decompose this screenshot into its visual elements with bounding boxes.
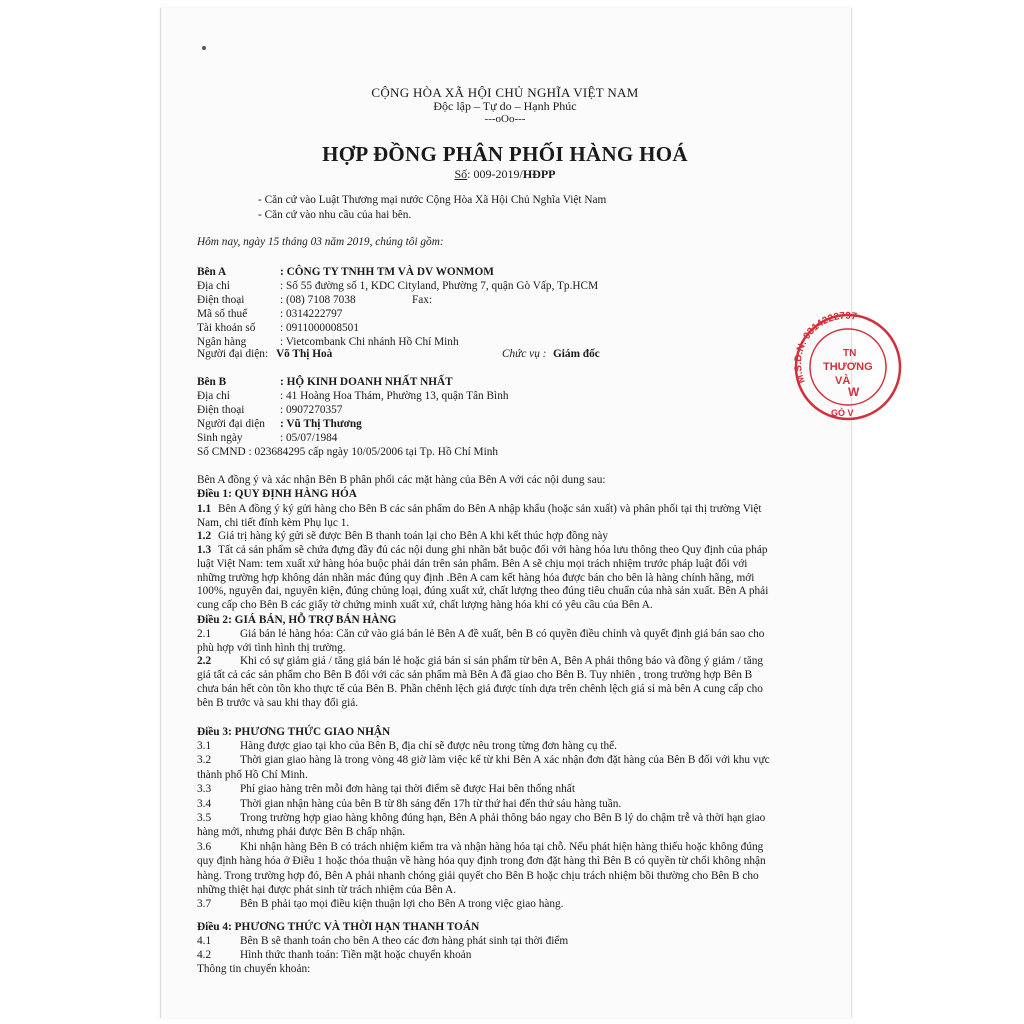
clause-number: 2.2 xyxy=(197,655,212,668)
party-a-phone: : (08) 7108 7038 xyxy=(280,294,356,306)
article-4-heading: Điều 4: PHƯƠNG THỨC VÀ THỜI HẠN THANH TOÁN xyxy=(197,921,480,933)
clause-text: thành phố Hồ Chí Minh. xyxy=(197,768,308,781)
party-a-fax-label: Fax: xyxy=(412,294,433,306)
clause-text: Trong trường hợp giao hàng không đúng hạn, Bên A phải thông báo ngay cho Bên B lý do chậm trễ và thời hạn giao xyxy=(240,812,766,824)
party-b-address: : 41 Hoàng Hoa Thám, Phường 13, quận Tân Bình xyxy=(280,390,509,402)
intro-line: Hôm nay, ngày 15 tháng 03 năm 2019, chúng tôi gồm: xyxy=(197,236,444,248)
article-1-heading: Điều 1: QUY ĐỊNH HÀNG HÓA xyxy=(197,488,357,500)
clause-text: Tất cả sản phẩm sẽ chứa đựng đầy đủ các nội dung ghi nhãn bắt buộc đối với hàng hóa lưu thông theo Quy định của pháp xyxy=(218,544,768,557)
party-b-id: Số CMND : 023684295 cấp ngày 10/05/2006 tại Tp. Hồ Chí Minh xyxy=(197,446,499,458)
clause-text: Hàng được giao tại kho của Bên B, địa chỉ sẽ được nêu trong từng đơn hàng cụ thể. xyxy=(240,740,617,752)
party-b-dob-label: Sinh ngày xyxy=(197,432,243,444)
party-b-phone-label: Điện thoại xyxy=(197,404,245,416)
party-a-address-label: Địa chỉ xyxy=(197,280,230,292)
clause-text: bên B trước và sau khi thay đổi giá. xyxy=(197,696,359,709)
party-b-name: : HỘ KINH DOANH NHẤT NHẤT xyxy=(280,376,453,388)
clause-text: quy định hàng hóa ở Điều 1 hoặc thỏa thuận về hàng hóa quy định trong đơn đặt hàng thì Bên B có quyền từ chối không nhận xyxy=(197,855,766,868)
party-a-phone-label: Điện thoại xyxy=(197,294,245,306)
clause-text: Bên A đồng ý ký gửi hàng cho Bên B các sản phẩm do Bên A nhập khẩu (hoặc sản xuất) và phân phối tại thị trường Việt xyxy=(218,503,762,515)
contract-number-value: : 009-2019/ xyxy=(467,167,523,181)
transfer-info: Thông tin chuyển khoản: xyxy=(197,963,311,975)
party-a-position-label: Chức vụ : xyxy=(502,348,547,360)
clause-number: 3.3 xyxy=(197,783,212,796)
stamp-line: TN xyxy=(843,348,857,359)
contract-number-label: Số xyxy=(454,167,468,181)
clause-text: Bên B phải tạo mọi điều kiện thuận lợi cho Bên A trong việc giao hàng. xyxy=(240,898,564,911)
article-2-heading: Điều 2: GIÁ BÁN, HỖ TRỢ BÁN HÀNG xyxy=(197,614,397,626)
clause-number: 3.4 xyxy=(197,797,212,810)
agreement-intro: Bên A đồng ý và xác nhận Bên B phân phối các mặt hàng của Bên A với các nội dung sau: xyxy=(197,474,606,486)
header-separator: ---oOo--- xyxy=(484,113,526,125)
party-b-dob: : 05/07/1984 xyxy=(280,432,338,444)
party-a-position: Giám đốc xyxy=(553,348,600,360)
clause-text: Phí giao hàng trên mỗi đơn hàng tại thời điểm sẽ được Hai bên thống nhất xyxy=(240,783,575,796)
party-a-account: : 0911000008501 xyxy=(280,322,359,334)
clause-text: những trường hợp không dán nhãn mác đúng quy định .Bên A cam kết hàng hóa được bán cho bên là hàng chính hãng, mới xyxy=(197,571,755,584)
stamp-line: THƯƠNG xyxy=(823,361,873,373)
party-a-bank-label: Ngân hàng xyxy=(197,336,247,348)
party-a-address: : Số 55 đường số 1, KDC Cityland, Phường 7, quận Gò Vấp, Tp.HCM xyxy=(280,280,599,292)
clause-text: Khi nhận hàng Bên B có trách nhiệm kiểm tra và nhận hàng hóa tại chỗ. Nếu phát hiện hàng thiếu hoặc không đúng xyxy=(240,840,764,853)
clause-number: 2.1 xyxy=(197,628,212,640)
clause-text: Bên B sẽ thanh toán cho bên A theo các đơn hàng phát sinh tại thời điểm xyxy=(240,935,569,947)
party-a-account-label: Tài khoản số xyxy=(197,322,256,334)
company-stamp xyxy=(793,312,903,422)
party-b-label: Bên B xyxy=(197,376,227,388)
article-3-heading: Điều 3: PHƯƠNG THỨC GIAO NHẬN xyxy=(197,726,391,738)
clause-text: Khi có sự giảm giá / tăng giá bán lẻ hoặc giá bán sỉ sản phẩm từ bên A, Bên A phải thông báo và đồng ý giảm / tăng xyxy=(240,655,764,668)
party-b-address-label: Địa chỉ xyxy=(197,390,230,402)
clause-text: 100%, nguyên đai, nguyên kiện, đúng chủng loại, đúng xuất xứ, chất lượng theo đúng tiêu chuẩn của nhà sản xuất. Bên A phải xyxy=(197,585,769,598)
clause-number: 3.1 xyxy=(197,740,212,752)
contract-number xyxy=(160,167,850,182)
party-b-phone: : 0907270357 xyxy=(280,404,343,416)
clause-text: những thiệt hại được phát sinh từ trách nhiệm của Bên A. xyxy=(197,884,457,896)
stamp-ring-text: M.S.D.N: 0314222797 xyxy=(793,310,858,385)
contract-number-code: HĐPP xyxy=(522,167,556,181)
stamp-line: VÀ xyxy=(835,375,851,387)
party-a-rep: Võ Thị Hoà xyxy=(276,348,333,360)
party-b-rep: : Vũ Thị Thương xyxy=(280,418,362,430)
clause-text: Giá trị hàng ký gửi sẽ được Bên B thanh toán lại cho Bên A khi kết thúc hợp đồng này xyxy=(218,530,609,543)
clause-text: giá tất cả các sản phẩm cho Bên B đối với các sản phẩm mà Bên A đã giao cho Bên B. Tuy nhiên , trong trường hợp Bên B xyxy=(197,669,753,682)
clause-text: Hình thức thanh toán: Tiền mặt hoặc chuyển khoản xyxy=(240,949,472,961)
basis-line: - Căn cứ vào nhu cầu của hai bên. xyxy=(258,209,412,221)
clause-text: cung cấp cho Bên B các giấy tờ chứng minh xuất xứ, chất lượng hàng hóa khi có yêu cầu của Bên A. xyxy=(197,598,653,611)
clause-number: 3.2 xyxy=(197,754,212,767)
stamp-line: W xyxy=(848,385,860,399)
stamp-bottom: GÒ V xyxy=(831,408,854,418)
party-a-tax: : 0314222797 xyxy=(280,308,343,320)
motto: Độc lập – Tự do – Hạnh Phúc xyxy=(433,99,577,113)
party-a-tax-label: Mã số thuế xyxy=(197,308,248,320)
clause-text: phù hợp với tình hình thị trường. xyxy=(197,641,346,654)
clause-number: 3.5 xyxy=(197,812,212,824)
clause-number: 1.2 xyxy=(197,530,212,543)
nation-header: CỘNG HÒA XÃ HỘI CHỦ NGHĨA VIỆT NAM xyxy=(371,85,639,100)
clause-number: 4.1 xyxy=(197,935,212,947)
clause-text: hàng mới, nhưng phải được Bên B chấp nhận. xyxy=(197,826,406,839)
clause-text: Thời gian nhận hàng của bên B từ 8h sáng đến 17h từ thứ hai đến thứ sáu hàng tuần. xyxy=(240,797,622,810)
clause-text: chưa bán hết còn tồn kho thực tế của Bên B. Phần chênh lệch giá được tính dựa trên chênh lệch giá sỉ mà bên A cung cấp cho xyxy=(197,682,763,695)
party-a-name: : CÔNG TY TNHH TM VÀ DV WONMOM xyxy=(280,266,494,278)
party-a-bank: : Vietcombank Chi nhánh Hồ Chí Minh xyxy=(280,336,459,348)
clause-text: Nam, chi tiết đính kèm Phụ lục 1. xyxy=(197,516,350,529)
clause-text: luật Việt Nam: tem xuất xứ hàng hóa buộc phải dán trên sản phẩm. Bên A sẽ chịu mọi trách nhiệm trước pháp luật đối với xyxy=(197,557,748,570)
clause-number: 1.1 xyxy=(197,503,212,515)
clause-text: Giá bán lẻ hàng hóa: Căn cứ vào giá bán lẻ Bên A đề xuất, bên B có quyền điều chỉnh và quyết định giá bán sao cho xyxy=(240,628,765,640)
clause-number: 3.6 xyxy=(197,840,212,853)
clause-number: 4.2 xyxy=(197,949,212,961)
party-a-rep-label: Người đại diện: xyxy=(197,348,269,360)
clause-number: 3.7 xyxy=(197,898,212,911)
clause-text: Thời gian giao hàng là trong vòng 48 giờ làm việc kể từ khi Bên A xác nhận đơn đặt hàng của Bên B đối với khu vực xyxy=(240,754,770,767)
clause-text: hàng. Trong trường hợp đó, Bên A phải nhanh chóng giải quyết cho Bên B hoặc chịu trách nhiệm bồi thường cho Bên B cho xyxy=(197,869,759,882)
party-b-rep-label: Người đại diện xyxy=(197,418,265,430)
party-a-label: Bên A xyxy=(197,266,227,278)
clause-number: 1.3 xyxy=(197,544,212,557)
scan-speck xyxy=(202,46,206,50)
contract-title: HỢP ĐỒNG PHÂN PHỐI HÀNG HOÁ xyxy=(322,142,688,166)
basis-line: - Căn cứ vào Luật Thương mại nước Cộng Hòa Xã Hội Chủ Nghĩa Việt Nam xyxy=(258,194,607,206)
